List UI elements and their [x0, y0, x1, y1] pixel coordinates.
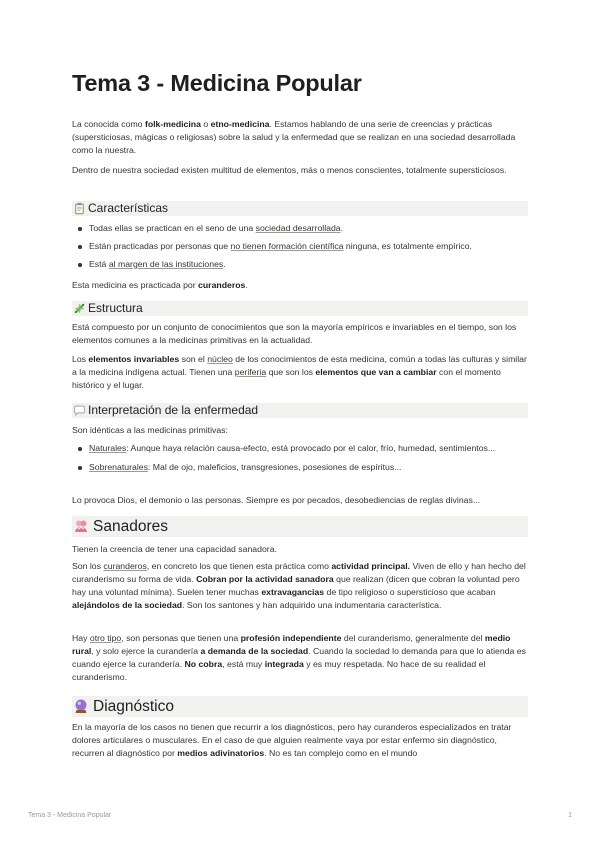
- estructura-paragraph-1: Está compuesto por un conjunto de conocimientos que son la mayoría empíricos e invariables en el tiempo, son los elementos comunes a la medicinas primitivas en la actualidad.: [72, 322, 517, 345]
- interpretacion-list: [72, 442, 528, 474]
- sanadores-paragraph-3: Hay otro tipo, son personas que tienen una profesión independiente del curanderismo, generalmente del medio rural, y solo ejerce la curandería a demanda de la sociedad. Cuando la sociedad lo demanda para que lo atienda es cuando ejerce la curandería. No cobra, está muy integrada y es muy respetada. No hace de su realidad el curanderismo.: [72, 633, 526, 682]
- section-title: Estructura: [88, 301, 143, 315]
- footer-title: Tema 3 - Medicina Popular: [28, 812, 112, 819]
- section-title: Interpretación de la enfermedad: [88, 403, 259, 417]
- page-title: Tema 3 - Medicina Popular: [72, 70, 362, 96]
- section-title: Sanadores: [93, 518, 168, 535]
- intro-paragraph-2: Dentro de nuestra sociedad existen multitud de elementos, más o menos conscientes, totalmente supersticiosos.: [72, 165, 507, 175]
- healer-icon: [73, 518, 89, 534]
- section-title: Características: [88, 201, 169, 215]
- section-title: Diagnóstico: [93, 698, 174, 715]
- page-number: 1: [568, 812, 572, 819]
- sanadores-paragraph-2: Son los curanderos, en concreto los que tienen esta práctica como actividad principal. Viven de ello y han hecho del curanderismo su forma de vida. Cobran por la actividad sanadora que realizan (dicen que cobran la voluntad pero hay una voluntad mínima). Suelen tener muchas extravagancias de tipo religioso o supersticioso que acaban alejándolos de la sociedad. Son los santones y han adquirido una indumentaria característica.: [72, 561, 526, 610]
- crystal-ball-icon: [73, 698, 89, 714]
- speech-bubble-icon: [73, 404, 86, 417]
- interpretacion-intro: Son idénticas a las medicinas primitivas:: [72, 425, 228, 435]
- section-heading-sanadores: [72, 516, 528, 537]
- diagnostico-paragraph-1: En la mayoría de los casos no tienen que recurrir a los diagnósticos, pero hay curanderos especializados en tratar dolores articulares o musculares. En el caso de que alguien realmente vaya por estar enfermo sin diagnóstico, recurren al diagnóstico por medios adivinatorios. No es tan complejo como en el mundo: [72, 722, 512, 758]
- section-heading-estructura: [72, 301, 528, 316]
- clipboard-icon: [73, 202, 86, 215]
- estructura-paragraph-2: Los elementos invariables son el núcleo de los conocimientos de esta medicina, común a todas las culturas y similar a la medicina indígena actual. Tienen una periferia que son los elementos que van a cambiar con el momento histórico y el lugar.: [72, 354, 527, 390]
- section-heading-caracteristicas: [72, 201, 528, 216]
- caracteristicas-list: [72, 222, 528, 271]
- dna-icon: [73, 302, 86, 315]
- sanadores-paragraph-1: Tienen la creencia de tener una capacidad sanadora.: [72, 544, 277, 554]
- section-heading-interpretacion: [72, 403, 528, 418]
- list-item: Todas ellas se practican en el seno de una sociedad desarrollada.: [72, 222, 528, 235]
- section-heading-diagnostico: [72, 696, 528, 717]
- list-item: Están practicadas por personas que no tienen formación científica ninguna, es totalmente empírico.: [72, 240, 528, 253]
- list-item: Naturales: Aunque haya relación causa-efecto, está provocado por el calor, frío, humedad, sentimientos...: [72, 442, 528, 455]
- caracteristicas-after: Esta medicina es practicada por curanderos.: [72, 280, 248, 290]
- interpretacion-after: Lo provoca Dios, el demonio o las personas. Siempre es por pecados, desobediencias de reglas divinas...: [72, 495, 481, 505]
- intro-paragraph-1: La conocida como folk-medicina o etno-medicina. Estamos hablando de una serie de creencias y prácticas (supersticiosas, mágicas o religiosas) sobre la salud y la enfermedad que se realizan en una sociedad desarrollada como la nuestra.: [72, 119, 516, 155]
- list-item: Sobrenaturales: Mal de ojo, maleficios, transgresiones, posesiones de espíritus...: [72, 461, 528, 474]
- list-item: Está al margen de las instituciones.: [72, 258, 528, 271]
